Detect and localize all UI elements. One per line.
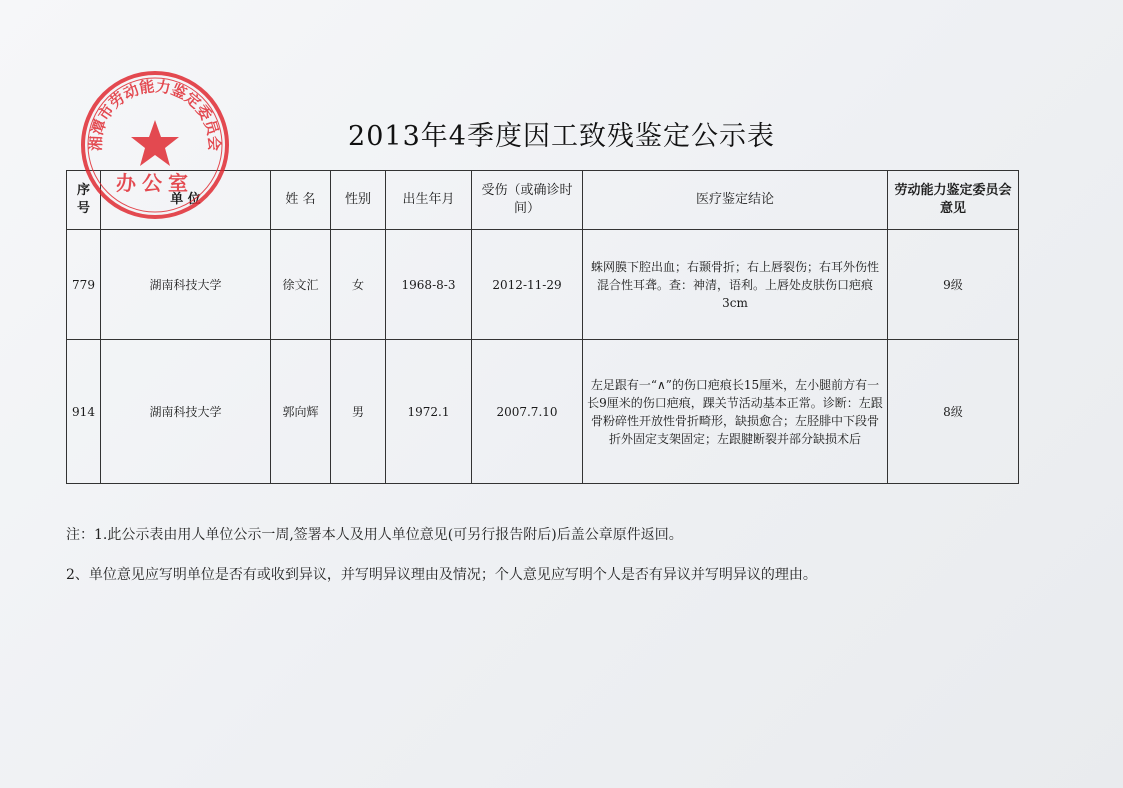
header-no: 序号 (67, 171, 101, 230)
header-gender: 性别 (331, 171, 386, 230)
cell-birth: 1968-8-3 (386, 230, 472, 340)
table-row (67, 340, 1019, 484)
cell-injury-date: 2007.7.10 (472, 340, 583, 484)
note-1: 注：1.此公示表由用人单位公示一周,签署本人及用人单位意见(可另行报告附后)后盖公章原件返回。 (66, 527, 683, 543)
header-name: 姓 名 (271, 171, 331, 230)
cell-unit: 湖南科技大学 (101, 230, 271, 340)
cell-name: 郭向辉 (271, 340, 331, 484)
seal-inner-text: 办公室 (116, 171, 194, 195)
header-birth: 出生年月 (386, 171, 472, 230)
cell-conclusion: 左足跟有一“∧”的伤口疤痕长15厘米，左小腿前方有一长9厘米的伤口疤痕，踝关节活动基本正常。诊断：左跟骨粉碎性开放性骨折畸形，缺损愈合；左胫腓中下段骨折外固定支架固定；左跟腱断裂并部分缺损术后 (583, 340, 888, 484)
cell-level: 8级 (888, 340, 1019, 484)
note-2: 2、单位意见应写明单位是否有或收到异议，并写明异议理由及情况；个人意见应写明个人是否有异议并写明异议的理由。 (66, 567, 817, 583)
star-icon (131, 120, 179, 166)
cell-unit: 湖南科技大学 (101, 340, 271, 484)
cell-gender: 男 (331, 340, 386, 484)
header-committee-opinion: 劳动能力鉴定委员会意见 (888, 171, 1019, 230)
seal-arc-text: 湘潭市劳动能力鉴定委员会 (86, 77, 224, 152)
cell-birth: 1972.1 (386, 340, 472, 484)
cell-no: 779 (67, 230, 101, 340)
header-unit: 单 位 (101, 171, 271, 230)
table-row (67, 230, 1019, 340)
cell-injury-date: 2012-11-29 (472, 230, 583, 340)
cell-name: 徐文汇 (271, 230, 331, 340)
official-seal (80, 70, 230, 220)
header-conclusion: 医疗鉴定结论 (583, 171, 888, 230)
cell-level: 9级 (888, 230, 1019, 340)
header-injury-date: 受伤（或确诊时间） (472, 171, 583, 230)
cell-conclusion: 蛛网膜下腔出血；右颞骨折；右上唇裂伤；右耳外伤性混合性耳聋。查：神清，语利。上唇处皮肤伤口疤痕3cm (583, 230, 888, 340)
cell-no: 914 (67, 340, 101, 484)
cell-gender: 女 (331, 230, 386, 340)
page-title: 2013年4季度因工致残鉴定公示表 (348, 121, 775, 152)
